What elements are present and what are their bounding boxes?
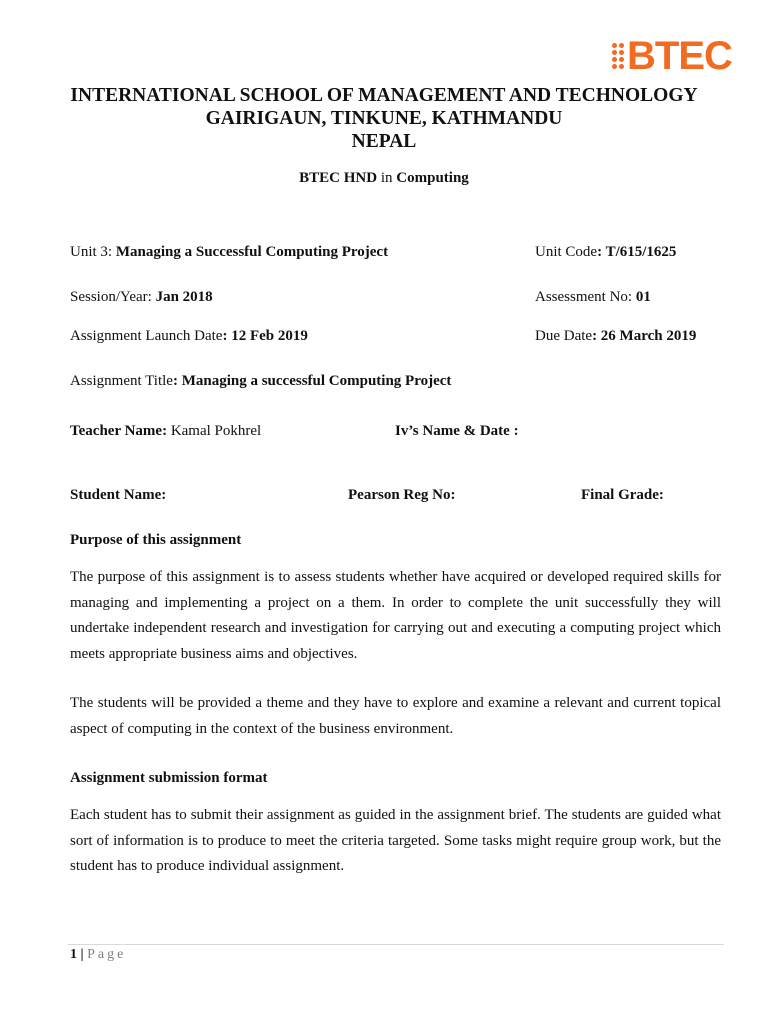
unit-code-value: : T/615/1625 <box>597 244 677 260</box>
pearson-reg-row <box>348 487 455 504</box>
footer-divider <box>68 944 724 945</box>
document-header <box>0 84 768 153</box>
teacher-row <box>70 423 261 440</box>
assignment-title-row <box>70 373 451 390</box>
student-name-row <box>70 487 166 504</box>
school-name: INTERNATIONAL SCHOOL OF MANAGEMENT AND TECHNOLOGY <box>70 85 698 106</box>
assessment-row <box>535 289 651 306</box>
assignment-title-label: Assignment Title <box>70 373 173 389</box>
purpose-paragraph-2: The students will be provided a theme and they have to explore and examine a relevant and current topical aspect of computing in the context of the business environment. <box>70 695 721 737</box>
program-subtitle <box>0 170 768 187</box>
launch-date-row <box>70 328 308 345</box>
session-value: Jan 2018 <box>155 289 213 305</box>
assignment-title-value: : Managing a successful Computing Project <box>172 373 452 389</box>
final-grade-row <box>581 487 664 504</box>
session-label: Session/Year: <box>70 289 156 305</box>
final-grade-label: Final Grade: <box>581 487 664 503</box>
assessment-value: 01 <box>635 289 651 305</box>
program-name: BTEC HND <box>299 170 378 186</box>
btec-logo <box>612 36 732 76</box>
teacher-label: Teacher Name: <box>70 423 171 439</box>
session-row <box>70 289 213 306</box>
school-address: GAIRIGAUN, TINKUNE, KATHMANDU <box>205 108 563 129</box>
unit-code-row <box>535 244 676 261</box>
logo-dots-icon <box>612 43 624 69</box>
pearson-reg-label: Pearson Reg No: <box>348 487 456 503</box>
purpose-heading: Purpose of this assignment <box>70 532 242 548</box>
unit-value: Managing a Successful Computing Project <box>115 244 389 260</box>
unit-row <box>70 244 388 261</box>
submission-heading: Assignment submission format <box>70 770 268 786</box>
page-number: 1 <box>70 947 77 962</box>
unit-code-label: Unit Code <box>535 244 598 260</box>
due-date-value: : 26 March 2019 <box>592 328 697 344</box>
launch-date-label: Assignment Launch Date <box>70 328 223 344</box>
logo-text: BTEC <box>627 34 732 78</box>
assessment-label: Assessment No: <box>535 289 636 305</box>
purpose-paragraph-1: The purpose of this assignment is to assess students whether have acquired or developed required skills for managing and implementing a project on a them. In order to complete the unit successfully they will undertake independent research and investigation for carrying out and executing a computing project which meets appropriate business aims and objectives. <box>70 569 721 662</box>
iv-label: Iv’s Name & Date : <box>395 423 519 439</box>
page-label: Page <box>87 947 127 962</box>
school-country: NEPAL <box>351 131 417 152</box>
unit-label: Unit 3: <box>70 244 116 260</box>
iv-name-date <box>395 423 519 440</box>
program-connector: in <box>377 170 397 186</box>
teacher-value: Kamal Pokhrel <box>170 423 262 439</box>
page-separator: | <box>77 947 88 962</box>
launch-date-value: : 12 Feb 2019 <box>222 328 308 344</box>
due-date-label: Due Date <box>535 328 593 344</box>
program-subject: Computing <box>396 170 469 186</box>
due-date-row <box>535 328 696 345</box>
student-name-label: Student Name: <box>70 487 167 503</box>
page-footer <box>70 947 126 963</box>
submission-paragraph: Each student has to submit their assignment as guided in the assignment brief. The students are guided what sort of information is to produce to meet the criteria targeted. Some tasks might require group work, but the student has to produce individual assignment. <box>70 807 721 874</box>
